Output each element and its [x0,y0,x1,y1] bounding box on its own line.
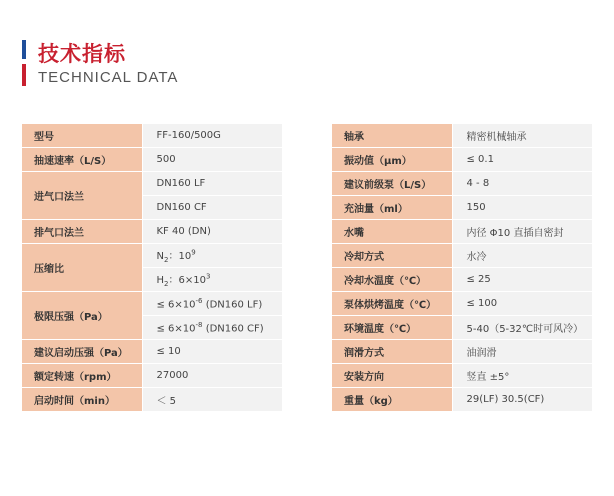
oil-volume-value: 150 [452,196,592,220]
ultimate-1-prefix: ≤ 6×10 [156,299,196,311]
compression-ratio-label: 压缩比 [22,244,142,292]
compression-h2-sub: 2 [164,280,169,288]
table-row [332,196,592,220]
outlet-flange-label: 排气口法兰 [22,220,142,244]
cooling-method-label: 冷却方式 [332,244,452,268]
water-nozzle-label: 水嘴 [332,220,452,244]
header-accent-bar-blue [22,40,26,59]
cooling-method-value: 水冷 [452,244,592,268]
table-row [332,388,592,412]
cooling-water-temp-label: 冷却水温度（℃） [332,268,452,292]
table-row [22,220,282,244]
water-nozzle-value: 内径 Φ10 直插自密封 [452,220,592,244]
table-row [332,244,592,268]
table-row [332,268,592,292]
compression-n2-sub: 2 [163,256,169,264]
cooling-water-temp-value: ≤ 25 [452,268,592,292]
table-row [22,148,282,172]
ultimate-2-exp: -8 [195,320,203,329]
compression-n2-mid: ：10 [168,251,192,262]
backing-pump-value: 4 - 8 [452,172,592,196]
startup-time-label: 启动时间（min） [22,388,142,412]
ultimate-2-suffix: (DN160 CF) [202,323,264,335]
page-title-cn: 技术指标 [38,42,126,66]
table-row [22,244,282,268]
pumping-speed-value: 500 [142,148,282,172]
table-row [22,388,282,412]
startup-time-value: ＜ 5 [142,388,282,412]
inlet-flange-value-1: DN160 LF [142,172,282,196]
bearing-value: 精密机械轴承 [452,124,592,148]
compression-n2-prefix: N [156,251,164,262]
ultimate-1-exp: -6 [195,296,203,305]
compression-ratio-n2 [142,244,282,268]
rated-speed-value: 27000 [142,364,282,388]
page-title-en: TECHNICAL DATA [38,69,179,86]
technical-data-table-left [22,124,282,412]
table-row [332,316,592,340]
lubrication-label: 润滑方式 [332,340,452,364]
table-row [22,124,282,148]
table-row [22,292,282,316]
mounting-orientation-label: 安装方向 [332,364,452,388]
compression-h2-prefix: H [156,275,165,286]
bake-temp-label: 泵体烘烤温度（℃） [332,292,452,316]
table-row [332,148,592,172]
ultimate-pressure-label: 极限压强（Pa） [22,292,142,340]
lubrication-value: 油润滑 [452,340,592,364]
startup-pressure-label: 建议启动压强（Pa） [22,340,142,364]
header-accent-bar-red [22,64,26,86]
table-row [332,172,592,196]
table-row [332,340,592,364]
oil-volume-label: 充油量（ml） [332,196,452,220]
pumping-speed-label: 抽速速率（L/S） [22,148,142,172]
table-row [332,292,592,316]
ambient-temp-value: 5-40（5-32℃时可风冷） [452,316,592,340]
model-label: 型号 [22,124,142,148]
vibration-value: ≤ 0.1 [452,148,592,172]
outlet-flange-value: KF 40 (DN) [142,220,282,244]
model-value: FF-160/500G [142,124,282,148]
bearing-label: 轴承 [332,124,452,148]
table-row [332,124,592,148]
mounting-orientation-value: 竖直 ±5° [452,364,592,388]
compression-n2-exp: 9 [191,248,196,257]
bake-temp-value: ≤ 100 [452,292,592,316]
compression-ratio-h2 [142,268,282,292]
compression-h2-exp: 3 [205,272,211,281]
table-row [22,364,282,388]
technical-data-table-right [332,124,592,412]
inlet-flange-label: 进气口法兰 [22,172,142,220]
ultimate-1-suffix: (DN160 LF) [202,299,263,311]
compression-h2-mid: ：6×10 [168,275,206,286]
table-row [22,172,282,196]
ambient-temp-label: 环境温度（℃） [332,316,452,340]
ultimate-pressure-value-2 [142,316,282,340]
table-row [22,340,282,364]
rated-speed-label: 额定转速（rpm） [22,364,142,388]
ultimate-2-prefix: ≤ 6×10 [156,323,196,335]
backing-pump-label: 建议前级泵（L/S） [332,172,452,196]
table-row [332,220,592,244]
weight-value: 29(LF) 30.5(CF) [452,388,592,412]
table-row [332,364,592,388]
ultimate-pressure-value-1 [142,292,282,316]
weight-label: 重量（kg） [332,388,452,412]
vibration-label: 振动值（μm） [332,148,452,172]
inlet-flange-value-2: DN160 CF [142,196,282,220]
startup-pressure-value: ≤ 10 [142,340,282,364]
